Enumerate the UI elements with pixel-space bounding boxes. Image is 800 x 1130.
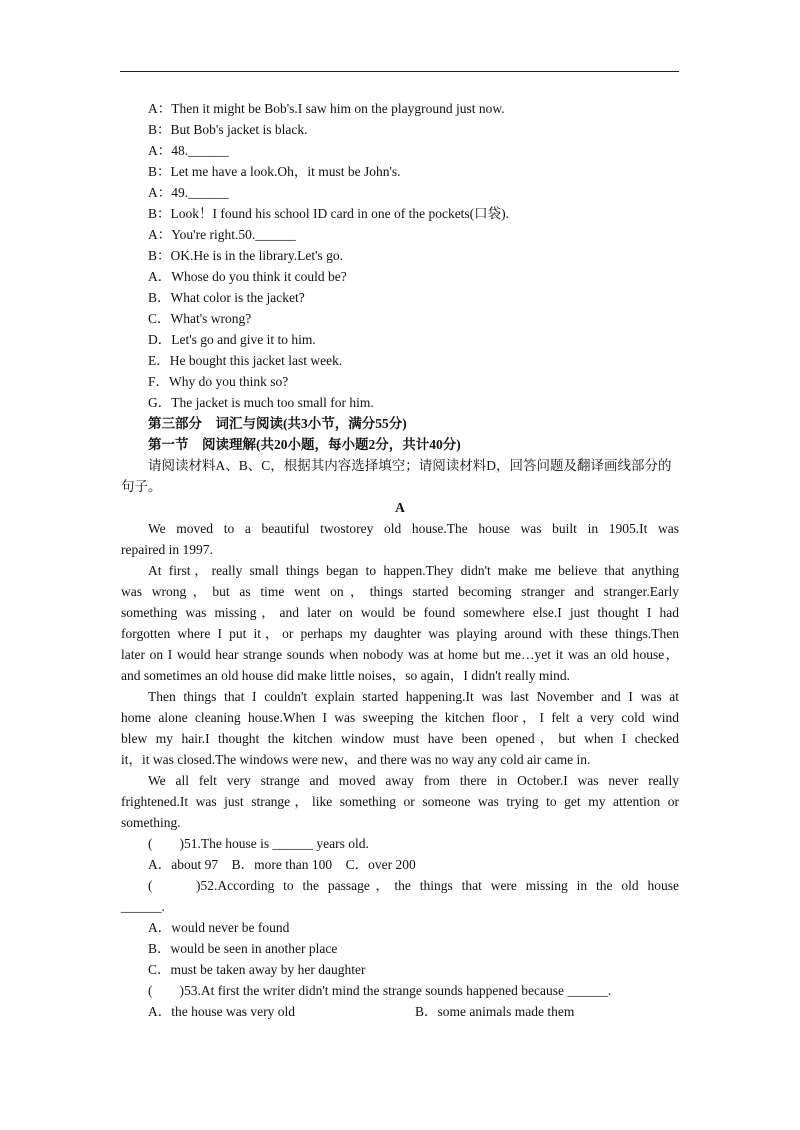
questions [121, 833, 679, 1022]
passage-label: A [395, 500, 405, 515]
passage-line: blew my hair.I thought the kitchen window must have been opened，but when I checked [121, 731, 679, 746]
passage-line: home alone cleaning house.When I was sweeping the kitchen floor，I felt a very cold wind [121, 710, 679, 725]
question-52-option: A．would never be found [148, 920, 290, 935]
question-53-options [121, 1001, 679, 1022]
question-52-option: C．must be taken away by her daughter [148, 962, 366, 977]
option-item: G．The jacket is much too small for him. [148, 395, 374, 410]
question-53-option-b: B．some animals made them [415, 1004, 575, 1019]
passage-line: something was missing，and later on would be found somewhere else.I just thought I had [121, 605, 679, 620]
question-53-option-a: A．the house was very old [148, 1004, 295, 1019]
passage-line: At first，really small things began to happen.They didn't make me believe that anything [148, 563, 679, 578]
page-content [121, 98, 679, 1022]
question-53: ( )53.At first the writer didn't mind the strange sounds happened because ______. [148, 983, 612, 998]
dialogue-line: A：48.______ [148, 143, 229, 158]
passage-line: something. [121, 815, 181, 830]
passage-line: repaired in 1997. [121, 542, 213, 557]
option-item: C．What's wrong? [148, 311, 252, 326]
passage-line: frightened.It was just strange，like something or someone was trying to get my attention or [121, 794, 679, 809]
dialogue-line: A：Then it might be Bob's.I saw him on the playground just now. [148, 101, 505, 116]
question-52-continued: ______. [121, 899, 165, 914]
passage-line: forgotten where I put it，or perhaps my daughter was playing around with these things.Then [121, 626, 679, 641]
dialogue-line: B：OK.He is in the library.Let's go. [148, 248, 344, 263]
passage-line: and sometimes an old house did make little noises，so again，I didn't really mind. [121, 668, 570, 683]
header-rule [120, 71, 679, 72]
option-item: D．Let's go and give it to him. [148, 332, 316, 347]
subsection-title: 第一节 阅读理解(共20小题，每小题2分，共计40分) [148, 437, 461, 452]
dialogue-line: A：49.______ [148, 185, 229, 200]
passage-line: it，it was closed.The windows were new，and there was no way any cold air came in. [121, 752, 591, 767]
option-item: E．He bought this jacket last week. [148, 353, 343, 368]
option-item: F．Why do you think so? [148, 374, 289, 389]
instruction-continued: 句子。 [121, 479, 162, 494]
passage-line: Then things that I couldn't explain started happening.It was last November and I was at [148, 689, 679, 704]
passage [121, 518, 679, 833]
question-52: ( )52.According to the passage，the things that were missing in the old house [148, 878, 679, 893]
passage-line: We moved to a beautiful twostorey old house.The house was built in 1905.It was [148, 521, 679, 536]
passage-line: was wrong，but as time went on，things started becoming stranger and stranger.Early [121, 584, 679, 599]
dialogue-line: B：Let me have a look.Oh，it must be John's. [148, 164, 401, 179]
dialogue [121, 98, 679, 266]
instruction: 请阅读材料A、B、C，根据其内容选择填空；请阅读材料D，回答问题及翻译画线部分的 [148, 458, 672, 473]
dialogue-line: B：But Bob's jacket is black. [148, 122, 308, 137]
section-title: 第三部分 词汇与阅读(共3小节，满分55分) [148, 416, 407, 431]
answer-options [121, 266, 679, 413]
passage-line: later on I would hear strange sounds when nobody was at home but me…yet it was an old house， [121, 647, 679, 662]
dialogue-line: B：Look！I found his school ID card in one of the pockets(口袋). [148, 206, 510, 221]
option-item: B．What color is the jacket? [148, 290, 305, 305]
passage-line: We all felt very strange and moved away from there in October.I was never really [148, 773, 679, 788]
dialogue-line: A：You're right.50.______ [148, 227, 296, 242]
question-52-option: B．would be seen in another place [148, 941, 338, 956]
question-51-options: A．about 97 B．more than 100 C．over 200 [148, 857, 416, 872]
option-item: A．Whose do you think it could be? [148, 269, 347, 284]
question-51: ( )51.The house is ______ years old. [148, 836, 369, 851]
